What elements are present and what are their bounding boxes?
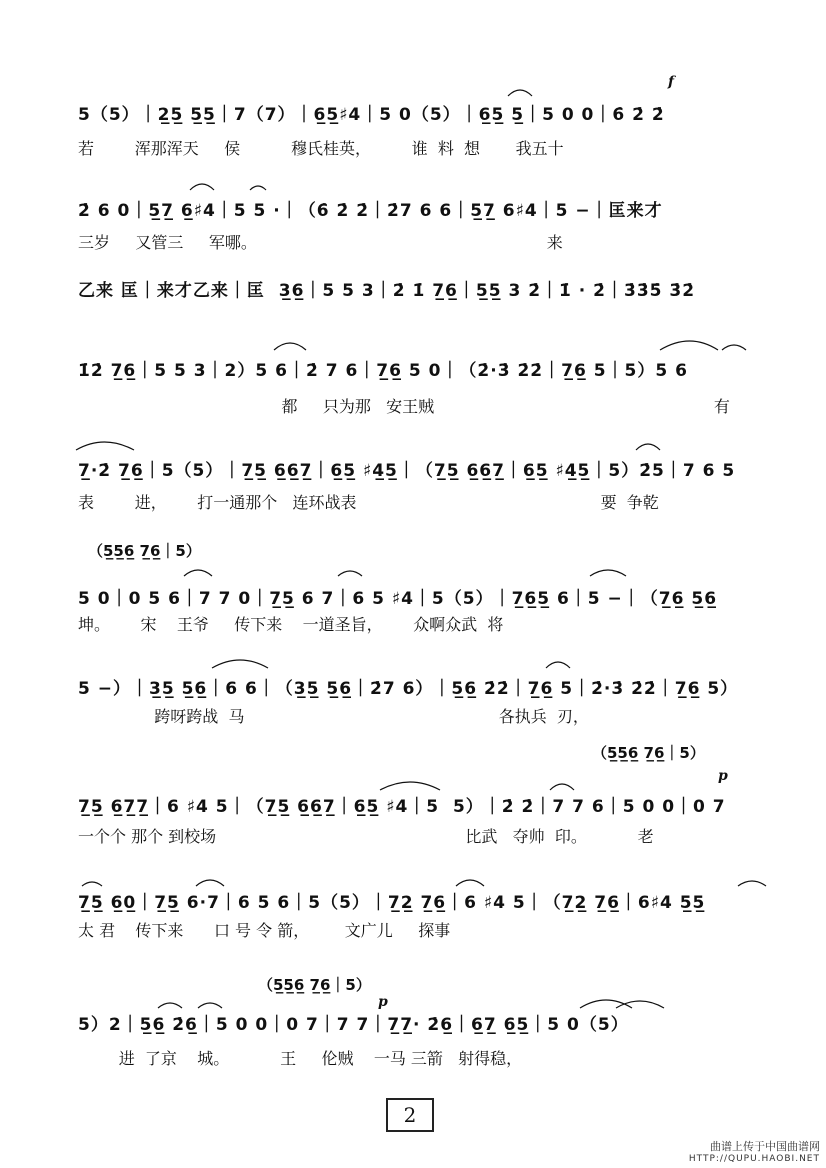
notation-line-1: 5（5）｜2̲5̲ 5̲5̲｜7（7）｜6̲5̲♯4｜5 0（5）｜6̲5̲ 5̲｜5 0 0｜6̇ 2̇ 2̇ [78,105,665,125]
notation-line-10: 5）2｜5̲6̲ 2̇6̲｜5 0 0｜0 7｜7 7｜7̲7̲· 2̇6̲｜6̲7̲ 6̲5̲｜5 0（5） [78,1015,629,1035]
notation-line-5: 7̲·2̇ 7̲6̲｜5（5）｜7̲5̲ 6̲6̲7̲｜6̲5̲ ♯4̲5̲｜（7̲5̲ 6̲6̲7̲｜6̲5̲ ♯4̲5̲｜5）2̇5｜7 6 5 [78,461,736,481]
notation-line-2: 2̇ 6 0｜5̲7̲ 6̲♯4｜5 5 ·｜（6̇ 2̇ 2̇｜2̇7 6 6｜5̲7̲ 6♯4｜5 −｜匡来才 [78,201,663,221]
interlude-bar-1: （5̲5̲6̲ 7̲6̲｜5） [88,542,201,560]
site-watermark [689,1138,820,1164]
lyric-line-1: 若 浑那浑天 侯 穆氏桂英， 谁 料 想 我五十 [78,139,564,158]
notation-line-3: 乙来 匡｜来才乙来｜匡 3̲6̲｜5 5 3｜2̇ 1̇ 7̲6̲｜5̲5̲ 3 2̇｜1̇ · 2̇｜3̇3̇5̇ 3̇2̇ [78,281,696,301]
notation-line-6: 5 0｜0 5 6｜7 7 0｜7̲5̲ 6 7｜6 5 ♯4｜5（5）｜7̲6̲5̲ 6｜5 −｜（7̲6̲ 5̲6̲ [78,589,718,609]
lyric-line-8: 一个个 那个 到校场 比武 夺帅 印。 老 [78,827,654,846]
lyric-line-10: 进 了京 城。 王 伦贼 一马 三箭 射得稳， [78,1049,523,1068]
forte-marking: f [668,74,675,90]
lyric-line-3 [78,310,756,336]
lyric-line-9: 太 君 传下来 口 号 令 箭， 文广儿 探事 [78,921,451,940]
lyric-line-5: 表 进， 打一通那个 连环战表 要 争乾 [78,493,659,512]
notation-line-8: 7̲5̲ 6̲7̲7̲｜6 ♯4 5｜（7̲5̲ 6̲6̲7̲｜6̲5̲ ♯4｜5 5）｜2̇ 2̇｜7 7 6｜5 0 0｜0 7 [78,797,726,817]
lyric-line-7: 跨呀跨战 马 各执兵 刃， [78,707,589,726]
interlude-bar-2: （5̲5̲6̲ 7̲6̲｜5） [592,744,705,762]
piano-marking-2: p [378,994,388,1010]
watermark-line-2: HTTP://QUPU.HAOBI.NET [688,1154,820,1164]
notation-line-7: 5 −）｜3̲5̲ 5̲6̲｜6 6｜（3̲5̲ 5̲6̲｜2̇7 6）｜5̲6̲ 2̇2̇｜7̲6̲ 5｜2̇·3̇ 2̇2̇｜7̲6̲ 5） [78,679,739,699]
watermark-line-1: 曲谱上传于中国曲谱网 [710,1140,820,1153]
page-number: 2 [386,1098,434,1132]
piano-marking-1: p [718,768,728,784]
interlude-bar-3: （5̲5̲6̲ 7̲6̲｜5） [258,976,371,994]
lyric-line-4: 都 只为那 安王贼 有 [78,397,730,416]
lyric-line-2: 三岁 又管三 军哪。 来 [78,233,563,252]
notation-line-4: 1̇2̇ 7̲6̲｜5 5 3｜2）5 6｜2̇ 7 6｜7̲6̲ 5 0｜（2̇·3̇ 2̇2̇｜7̲6̲ 5｜5）5 6 [78,361,688,381]
lyric-line-6: 坤。 宋 王爷 传下来 一道圣旨， 众啊众武 将 [78,615,504,634]
notation-line-9: 7̲5̲ 6̲0̲｜7̲5̲ 6·7｜6 5 6｜5（5）｜7̲2̲ 7̲6̲｜6 ♯4 5｜（7̲2̲ 7̲6̲｜6♯4 5̲5̲ [78,893,706,913]
